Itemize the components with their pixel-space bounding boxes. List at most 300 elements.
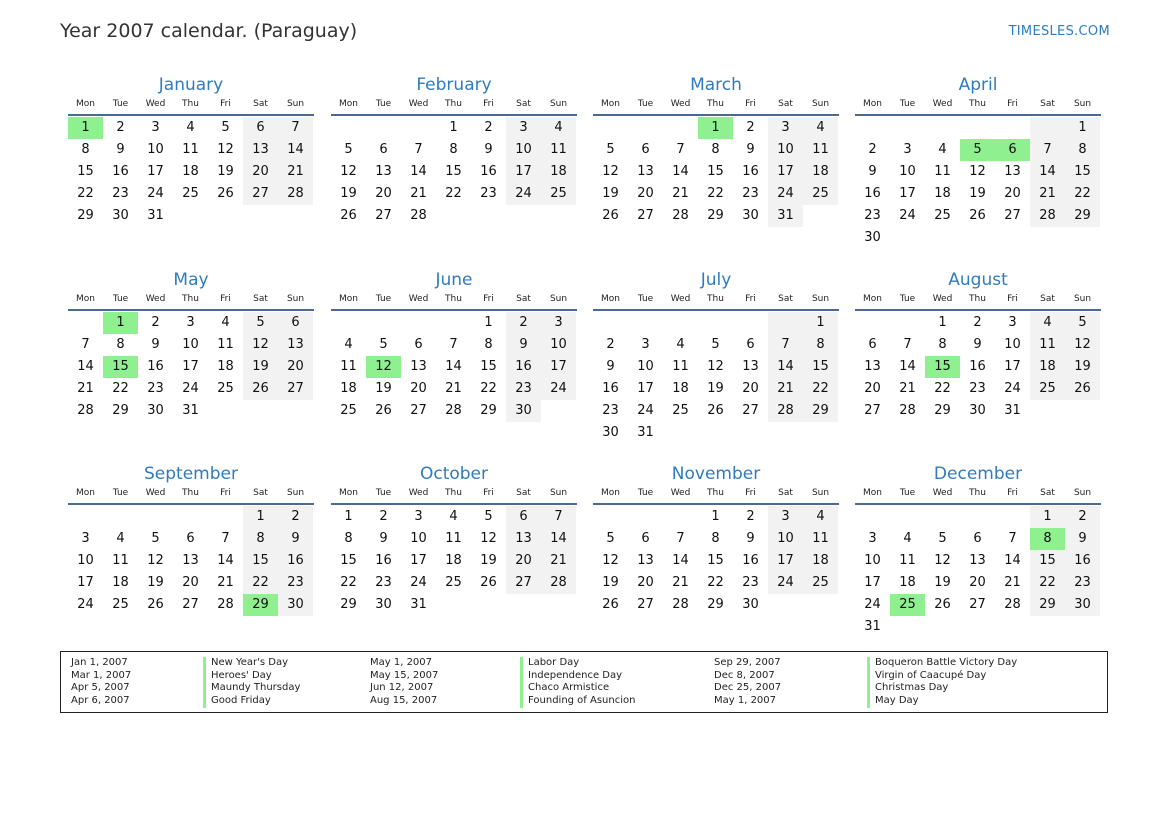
day-cell: 7 [278,117,313,139]
day-cell: 16 [742,553,759,568]
day-cell: 23 [864,208,881,223]
day-cell: 18 [899,575,916,590]
weekday-label: Fri [220,294,231,304]
weekday-header [68,294,314,311]
weekday-label: Wed [670,99,691,109]
day-cell: 6 [506,506,541,528]
month-july [593,269,839,444]
day-cell: 2 [746,509,755,524]
day-cell: 14 [768,356,803,378]
day-cell: 4 [449,509,458,524]
day-cell: 1 [484,315,493,330]
weekday-label: Wed [408,99,429,109]
day-cell: 12 [969,164,986,179]
holiday-list [60,651,1108,713]
weekday-label: Tue [637,294,654,304]
weekday-label: Wed [932,294,953,304]
day-cell: 27 [410,403,427,418]
day-cell: 12 [934,553,951,568]
month-january [68,74,314,227]
weekday-label: Wed [145,99,166,109]
empty-cell [890,312,925,334]
day-cell: 17 [864,575,881,590]
day-cell: 15 [1030,550,1065,572]
day-cell: 11 [112,553,129,568]
day-cell: 31 [182,403,199,418]
day-cell: 15 [243,550,278,572]
day-cell: 18 [541,161,576,183]
day-cell: 17 [637,381,654,396]
weekday-label: Sun [1073,488,1092,498]
weekday-header [68,99,314,116]
day-cell: 16 [480,164,497,179]
weekday-label: Fri [745,294,756,304]
empty-cell [995,117,1030,139]
weekday-label: Wed [408,488,429,498]
day-cell: 9 [151,337,160,352]
weekday-label: Tue [637,99,654,109]
day-cell: 8 [449,142,458,157]
day-cell: 3 [903,142,912,157]
day-cell: 30 [969,403,986,418]
weekday-label: Sat [253,294,268,304]
weekday-label: Sat [778,488,793,498]
weekday-label: Tue [899,294,916,304]
day-cell: 25 [541,183,576,205]
day-cell: 17 [77,575,94,590]
day-cell: 30 [278,594,313,616]
day-cell: 14 [445,359,462,374]
weekday-label: Thu [182,488,199,498]
empty-cell [890,506,925,528]
day-cell: 31 [864,619,881,634]
day-cell: 4 [116,531,125,546]
weekday-label: Fri [220,99,231,109]
day-cell: 8 [81,142,90,157]
day-cell: 21 [1030,183,1065,205]
day-grid [331,117,577,227]
weekday-label: Tue [637,488,654,498]
day-cell: 18 [1030,356,1065,378]
holiday-name: Founding of Asuncion [528,695,636,707]
day-cell: 26 [707,403,724,418]
day-cell: 20 [243,161,278,183]
day-cell: 9 [746,531,755,546]
month-november [593,463,839,616]
day-cell: 27 [375,208,392,223]
day-cell: 28 [672,597,689,612]
day-cell: 22 [707,186,724,201]
day-grid [855,117,1101,249]
weekday-label: Sat [516,99,531,109]
day-cell: 26 [217,186,234,201]
weekday-label: Thu [445,294,462,304]
day-cell: 13 [637,553,654,568]
day-cell: 1 [711,509,720,524]
day-cell: 24 [541,378,576,400]
empty-cell [663,117,698,139]
day-cell: 24 [637,403,654,418]
day-cell: 9 [606,359,615,374]
holiday-date: Dec 25, 2007 [714,682,782,694]
day-cell: 5 [1065,312,1100,334]
day-cell: 10 [541,334,576,356]
day-cell: 24 [768,183,803,205]
empty-cell [855,506,890,528]
day-cell: 18 [112,575,129,590]
day-cell: 12 [602,164,619,179]
day-cell: 3 [151,120,160,135]
holiday-name: Good Friday [211,695,271,707]
day-cell: 16 [375,553,392,568]
day-cell: 20 [506,550,541,572]
day-cell: 29 [1065,205,1100,227]
day-cell: 3 [541,312,576,334]
day-cell: 6 [746,337,755,352]
weekday-label: Sat [778,294,793,304]
empty-cell [855,117,890,139]
holiday-day-cell: 1 [698,117,733,139]
day-cell: 4 [1030,312,1065,334]
empty-cell [173,506,208,528]
weekday-label: Fri [483,294,494,304]
day-cell: 24 [506,183,541,205]
day-cell: 30 [375,597,392,612]
day-cell: 2 [151,315,160,330]
empty-cell [698,312,733,334]
day-cell: 26 [602,597,619,612]
holiday-name: Independence Day [528,669,623,681]
day-cell: 14 [217,553,234,568]
day-cell: 22 [112,381,129,396]
day-cell: 17 [410,553,427,568]
weekday-label: Sat [1040,488,1055,498]
weekday-label: Wed [932,488,953,498]
day-cell: 13 [1004,164,1021,179]
weekday-header [331,488,577,505]
day-cell: 19 [217,164,234,179]
day-cell: 30 [147,403,164,418]
weekday-label: Tue [112,488,129,498]
holiday-day-cell: 25 [890,594,925,616]
day-cell: 7 [676,531,685,546]
weekday-header [855,99,1101,116]
day-cell: 7 [903,337,912,352]
empty-cell [331,312,366,334]
weekday-label: Sun [1073,294,1092,304]
day-cell: 10 [147,142,164,157]
weekday-label: Tue [375,294,392,304]
day-cell: 26 [480,575,497,590]
day-cell: 5 [151,531,160,546]
weekday-label: Mon [339,294,358,304]
day-cell: 19 [602,575,619,590]
day-cell: 19 [147,575,164,590]
day-cell: 25 [803,572,838,594]
day-cell: 3 [1008,315,1017,330]
day-cell: 29 [340,597,357,612]
weekday-label: Tue [899,99,916,109]
day-cell: 24 [1004,381,1021,396]
day-cell: 18 [672,381,689,396]
weekday-header [68,488,314,505]
empty-cell [593,506,628,528]
empty-cell [628,117,663,139]
day-grid [68,506,314,616]
day-cell: 29 [77,208,94,223]
holiday-names-column [520,657,635,708]
weekday-label: Thu [707,294,724,304]
day-cell: 3 [768,506,803,528]
day-cell: 7 [1030,139,1065,161]
empty-cell [960,117,995,139]
weekday-label: Fri [1007,294,1018,304]
day-grid [331,506,577,616]
month-december [855,463,1101,638]
day-cell: 4 [803,506,838,528]
day-cell: 17 [899,186,916,201]
weekday-label: Mon [76,488,95,498]
day-cell: 7 [541,506,576,528]
day-cell: 17 [541,356,576,378]
day-cell: 14 [899,359,916,374]
month-february [331,74,577,227]
weekday-label: Mon [601,99,620,109]
day-cell: 2 [606,337,615,352]
day-cell: 10 [899,164,916,179]
day-cell: 20 [969,575,986,590]
day-cell: 24 [77,597,94,612]
empty-cell [663,506,698,528]
day-cell: 22 [77,186,94,201]
day-cell: 26 [340,208,357,223]
weekday-label: Wed [145,294,166,304]
month-name: September [144,464,238,484]
day-cell: 25 [217,381,234,396]
weekday-label: Wed [670,294,691,304]
holiday-day-cell: 6 [995,139,1030,161]
weekday-label: Fri [483,488,494,498]
day-cell: 16 [969,359,986,374]
day-cell: 23 [506,378,541,400]
day-cell: 1 [1030,506,1065,528]
day-cell: 12 [602,553,619,568]
day-cell: 5 [484,509,493,524]
day-cell: 19 [934,575,951,590]
site-link[interactable]: TIMESLES.COM [1008,24,1110,39]
month-name: November [671,464,761,484]
day-cell: 10 [864,553,881,568]
weekday-label: Fri [483,99,494,109]
day-cell: 25 [672,403,689,418]
weekday-label: Wed [408,294,429,304]
day-cell: 20 [182,575,199,590]
month-august [855,269,1101,422]
holiday-day-cell: 5 [960,139,995,161]
weekday-label: Sun [549,488,568,498]
day-cell: 15 [1065,161,1100,183]
weekday-label: Sun [811,294,830,304]
day-cell: 4 [803,117,838,139]
day-cell: 25 [445,575,462,590]
day-cell: 23 [480,186,497,201]
day-cell: 25 [112,597,129,612]
day-cell: 16 [1065,550,1100,572]
day-cell: 28 [217,597,234,612]
day-cell: 9 [1065,528,1100,550]
weekday-label: Sun [1073,99,1092,109]
day-cell: 29 [707,597,724,612]
day-cell: 2 [506,312,541,334]
day-cell: 8 [1065,139,1100,161]
day-cell: 13 [506,528,541,550]
day-cell: 26 [602,208,619,223]
day-cell: 30 [742,208,759,223]
weekday-label: Tue [375,99,392,109]
day-cell: 19 [375,381,392,396]
day-cell: 1 [1065,117,1100,139]
day-cell: 16 [742,164,759,179]
day-cell: 28 [1004,597,1021,612]
month-name: January [158,75,224,95]
day-cell: 28 [1030,205,1065,227]
day-cell: 12 [340,164,357,179]
empty-cell [628,506,663,528]
day-cell: 25 [1030,378,1065,400]
holiday-date: Mar 1, 2007 [71,669,132,681]
day-cell: 31 [147,208,164,223]
empty-cell [68,312,103,334]
holiday-day-cell: 8 [1030,528,1065,550]
holiday-dates-column [714,657,781,708]
day-cell: 15 [480,359,497,374]
day-cell: 18 [934,186,951,201]
day-cell: 4 [938,142,947,157]
day-cell: 21 [278,161,313,183]
day-cell: 14 [1030,161,1065,183]
day-cell: 24 [410,575,427,590]
day-cell: 15 [707,553,724,568]
day-cell: 29 [803,400,838,422]
day-cell: 6 [278,312,313,334]
holiday-name: Boqueron Battle Victory Day [875,657,1018,668]
day-cell: 28 [541,572,576,594]
day-cell: 30 [864,230,881,245]
month-name: April [958,75,998,95]
day-cell: 10 [182,337,199,352]
day-cell: 5 [243,312,278,334]
day-cell: 16 [864,186,881,201]
day-cell: 6 [641,531,650,546]
day-cell: 9 [484,142,493,157]
day-cell: 10 [637,359,654,374]
month-name: June [435,270,473,290]
month-name: December [933,464,1023,484]
holiday-names-column [203,657,300,708]
day-cell: 7 [676,142,685,157]
holiday-day-cell: 15 [103,356,138,378]
day-cell: 8 [938,337,947,352]
day-cell: 13 [243,139,278,161]
day-cell: 20 [375,186,392,201]
day-cell: 8 [711,531,720,546]
weekday-label: Fri [1007,99,1018,109]
day-cell: 21 [1004,575,1021,590]
day-cell: 14 [672,553,689,568]
day-cell: 5 [344,142,353,157]
day-cell: 15 [707,164,724,179]
weekday-header [855,294,1101,311]
empty-cell [593,117,628,139]
day-cell: 16 [278,550,313,572]
day-cell: 23 [742,186,759,201]
day-cell: 11 [445,531,462,546]
weekday-label: Mon [601,488,620,498]
day-cell: 11 [899,553,916,568]
day-cell: 20 [637,186,654,201]
day-cell: 21 [445,381,462,396]
empty-cell [663,312,698,334]
weekday-label: Fri [745,99,756,109]
holiday-name: Christmas Day [875,682,949,694]
day-cell: 29 [934,403,951,418]
day-cell: 7 [449,337,458,352]
day-cell: 15 [803,356,838,378]
day-cell: 14 [278,139,313,161]
day-cell: 11 [672,359,689,374]
empty-cell [401,312,436,334]
day-cell: 20 [1004,186,1021,201]
day-cell: 22 [340,575,357,590]
month-october [331,463,577,616]
day-cell: 9 [278,528,313,550]
day-cell: 14 [672,164,689,179]
day-cell: 25 [340,403,357,418]
day-cell: 5 [606,531,615,546]
day-cell: 6 [973,531,982,546]
day-cell: 1 [449,120,458,135]
day-grid [593,312,839,444]
day-cell: 16 [112,164,129,179]
day-cell: 11 [541,139,576,161]
day-cell: 28 [672,208,689,223]
day-cell: 26 [243,378,278,400]
day-cell: 19 [243,356,278,378]
day-cell: 21 [217,575,234,590]
day-cell: 24 [147,186,164,201]
day-cell: 7 [81,337,90,352]
day-cell: 23 [742,575,759,590]
day-cell: 9 [116,142,125,157]
day-cell: 11 [217,337,234,352]
day-cell: 17 [1004,359,1021,374]
day-cell: 10 [410,531,427,546]
day-cell: 26 [147,597,164,612]
day-cell: 3 [768,117,803,139]
weekday-label: Thu [969,99,986,109]
day-grid [331,312,577,422]
day-cell: 28 [410,208,427,223]
holiday-names-column [867,657,1017,708]
day-cell: 30 [1065,594,1100,616]
day-cell: 12 [707,359,724,374]
day-cell: 25 [182,186,199,201]
empty-cell [103,506,138,528]
day-cell: 28 [77,403,94,418]
holiday-date: Aug 15, 2007 [370,695,438,707]
day-cell: 19 [480,553,497,568]
day-cell: 8 [243,528,278,550]
